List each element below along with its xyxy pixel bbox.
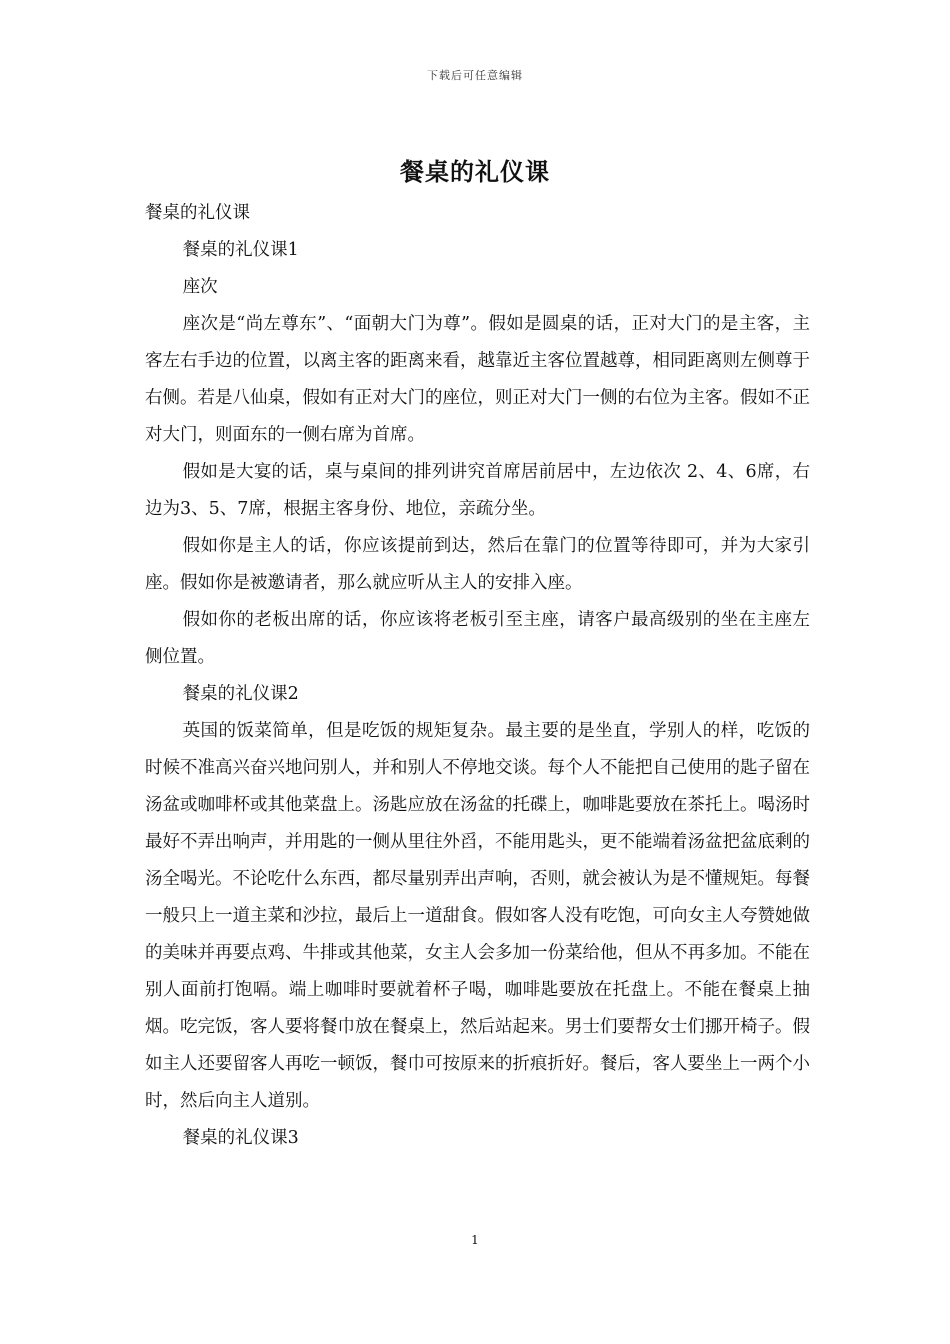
section-heading-2: 餐桌的礼仪课2: [182, 684, 299, 704]
section-heading-3: 餐桌的礼仪课3: [182, 1128, 299, 1148]
page-number: 1: [471, 1233, 479, 1247]
paragraph-host-duties: 假如你是主人的话，你应该提前到达，然后在靠门的位置等待即可，并为大家引座。假如你是被邀请者，那么就应听从主人的安排入座。: [145, 536, 810, 593]
section-heading-1: 餐桌的礼仪课1: [182, 240, 299, 260]
header-note: 下载后可任意编辑: [427, 69, 523, 82]
paragraph-banquet-arrangement: 假如是大宴的话，桌与桌间的排列讲究首席居前居中，左边依次 2、4、6席，右边为3、5、7席，根据主客身份、地位，亲疏分坐。: [145, 462, 810, 519]
paragraph-seating-rules: 座次是“尚左尊东”、“面朝大门为尊”。假如是圆桌的话，正对大门的是主客，主客左右手边的位置，以离主客的距离来看，越靠近主客位置越尊，相同距离则左侧尊于右侧。若是八仙桌，假如有正对大门的座位，则正对大门一侧的右位为主客。假如不正对大门，则面东的一侧右席为首席。: [145, 314, 810, 445]
paragraph-british-etiquette: 英国的饭菜简单，但是吃饭的规矩复杂。最主要的是坐直，学别人的样，吃饭的时候不准高兴奋兴地问别人，并和别人不停地交谈。每个人不能把自己使用的匙子留在汤盆或咖啡杯或其他菜盘上。汤匙应放在汤盆的托碟上，咖啡匙要放在茶托上。喝汤时最好不弄出响声，并用匙的一侧从里往外舀，不能用匙头，更不能端着汤盆把盆底剩的汤全喝光。不论吃什么东西，都尽量别弄出声响，否则，就会被认为是不懂规矩。每餐一般只上一道主菜和沙拉，最后上一道甜食。假如客人没有吃饱，可向女主人夸赞她做的美味并再要点鸡、牛排或其他菜，女主人会多加一份菜给他，但从不再多加。不能在别人面前打饱嗝。端上咖啡时要就着杯子喝，咖啡匙要放在托盘上。不能在餐桌上抽烟。吃完饭，客人要将餐巾放在餐桌上，然后站起来。男士们要帮女士们挪开椅子。假如主人还要留客人再吃一顿饭，餐巾可按原来的折痕折好。餐后，客人要坐上一两个小时，然后向主人道别。: [145, 721, 810, 1111]
paragraph-subtitle: 餐桌的礼仪课: [145, 203, 250, 223]
subsection-heading-seating: 座次: [182, 277, 218, 297]
document-body: [145, 195, 810, 1157]
paragraph-boss-seating: 假如你的老板出席的话，你应该将老板引至主座，请客户最高级别的坐在主座左侧位置。: [145, 610, 810, 667]
document-title: 餐桌的礼仪课: [400, 157, 550, 186]
